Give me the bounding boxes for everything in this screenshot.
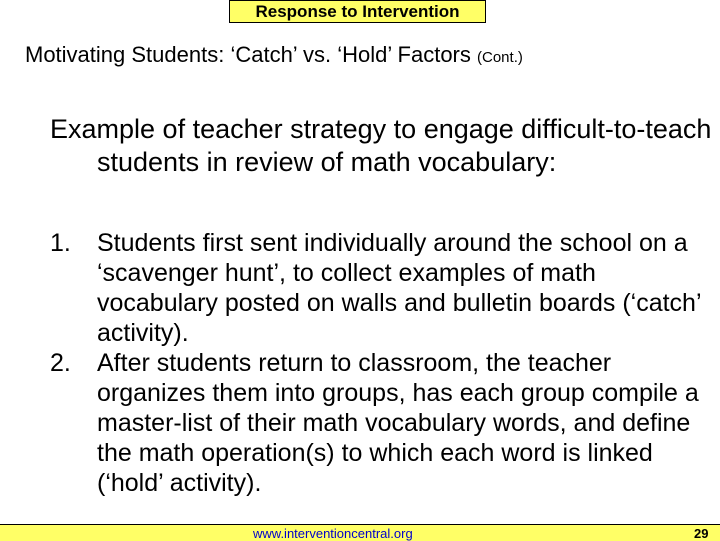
subtitle-suffix: (Cont.) xyxy=(477,49,523,66)
step-number: 2. xyxy=(50,349,71,377)
steps-list xyxy=(50,228,710,498)
step-text: Students first sent individually around the school on a ‘scavenger hunt’, to collect examples of math vocabulary posted on walls and bulletin boards (‘catch’ activity). xyxy=(97,229,701,347)
list-item xyxy=(50,348,710,498)
footer-url[interactable]: www.interventioncentral.org xyxy=(253,526,413,541)
list-item xyxy=(50,228,710,348)
intro-text: Example of teacher strategy to engage difficult-to-teach students in review of math vocabulary: xyxy=(50,114,712,177)
slide-subtitle xyxy=(25,40,705,73)
page-number: 29 xyxy=(694,526,709,541)
header-banner: Response to Intervention xyxy=(229,0,486,23)
step-text: After students return to classroom, the teacher organizes them into groups, has each group compile a master-list of their math vocabulary words, and define the math operation(s) to which each word is linked (‘hold’ activity). xyxy=(97,349,699,497)
subtitle-text: Motivating Students: ‘Catch’ vs. ‘Hold’ Factors xyxy=(25,42,471,67)
step-number: 1. xyxy=(50,229,71,257)
